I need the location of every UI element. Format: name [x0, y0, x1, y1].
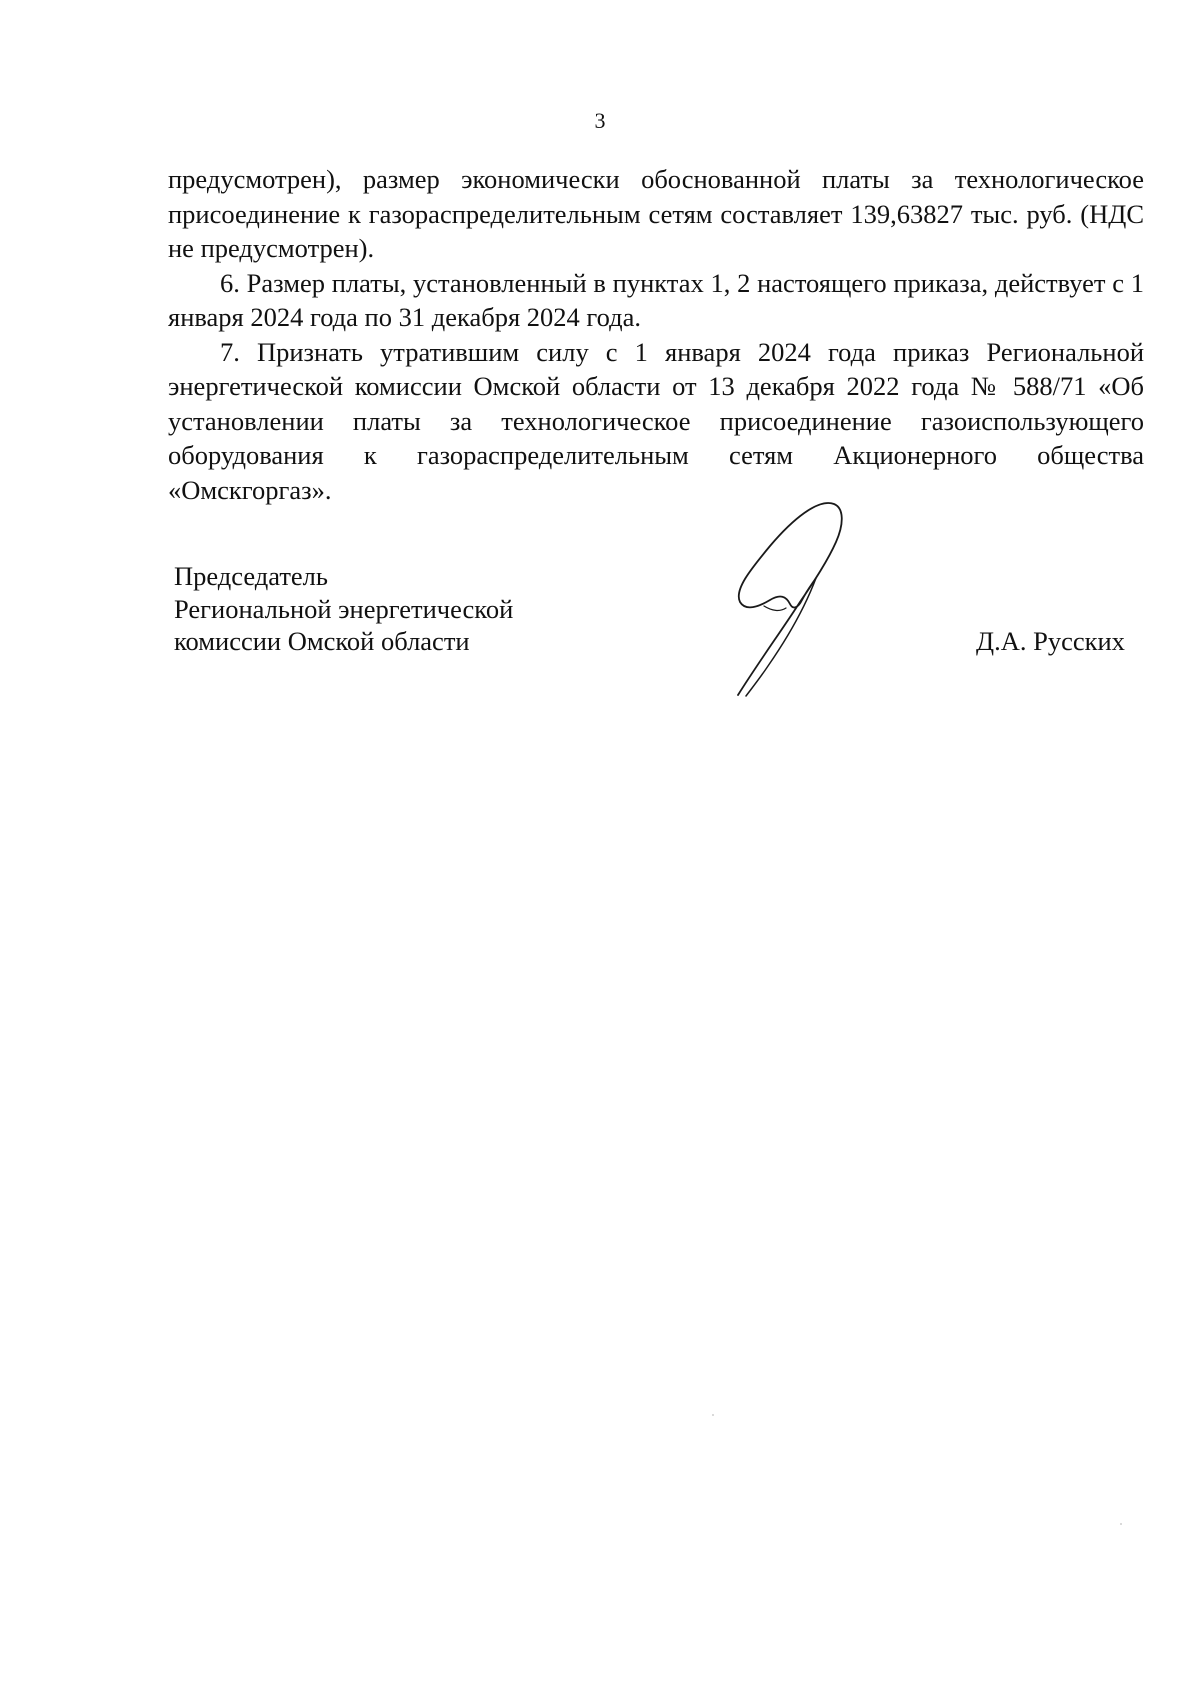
page-number: 3 — [594, 108, 606, 133]
paragraph-item-6: 6. Размер платы, установленный в пунктах 1, 2 настоящего приказа, действует с 1 января 2024 года по 31 декабря 2024 года. — [168, 267, 1144, 332]
position-line: комиссии Омской области — [174, 626, 470, 656]
document-body — [168, 162, 1144, 507]
signatory-position — [174, 560, 513, 658]
paragraph-item-7: 7. Признать утратившим силу с 1 января 2024 года приказ Региональной энергетической комиссии Омской области от 13 декабря 2022 года № 588/71 «Об установлении платы за технологическое присоединение газоиспользующего оборудования к газораспределительным сетям Акционерного общества «Омскгоргаз». — [168, 336, 1144, 505]
position-line: Председатель — [174, 561, 328, 591]
signatory-name: Д.А. Русских — [976, 626, 1125, 656]
signature-stroke — [738, 503, 842, 695]
scan-speck — [712, 1414, 714, 1416]
handwritten-signature — [720, 490, 870, 700]
scan-speck — [1120, 1523, 1122, 1525]
paragraph-continuation: предусмотрен), размер экономически обоснованной платы за технологическое присоединение к газораспределительным сетям составляет 139,63827 тыс. руб. (НДС не предусмотрен). — [168, 164, 1144, 263]
signature-stroke — [764, 606, 786, 610]
position-line: Региональной энергетической — [174, 593, 514, 624]
